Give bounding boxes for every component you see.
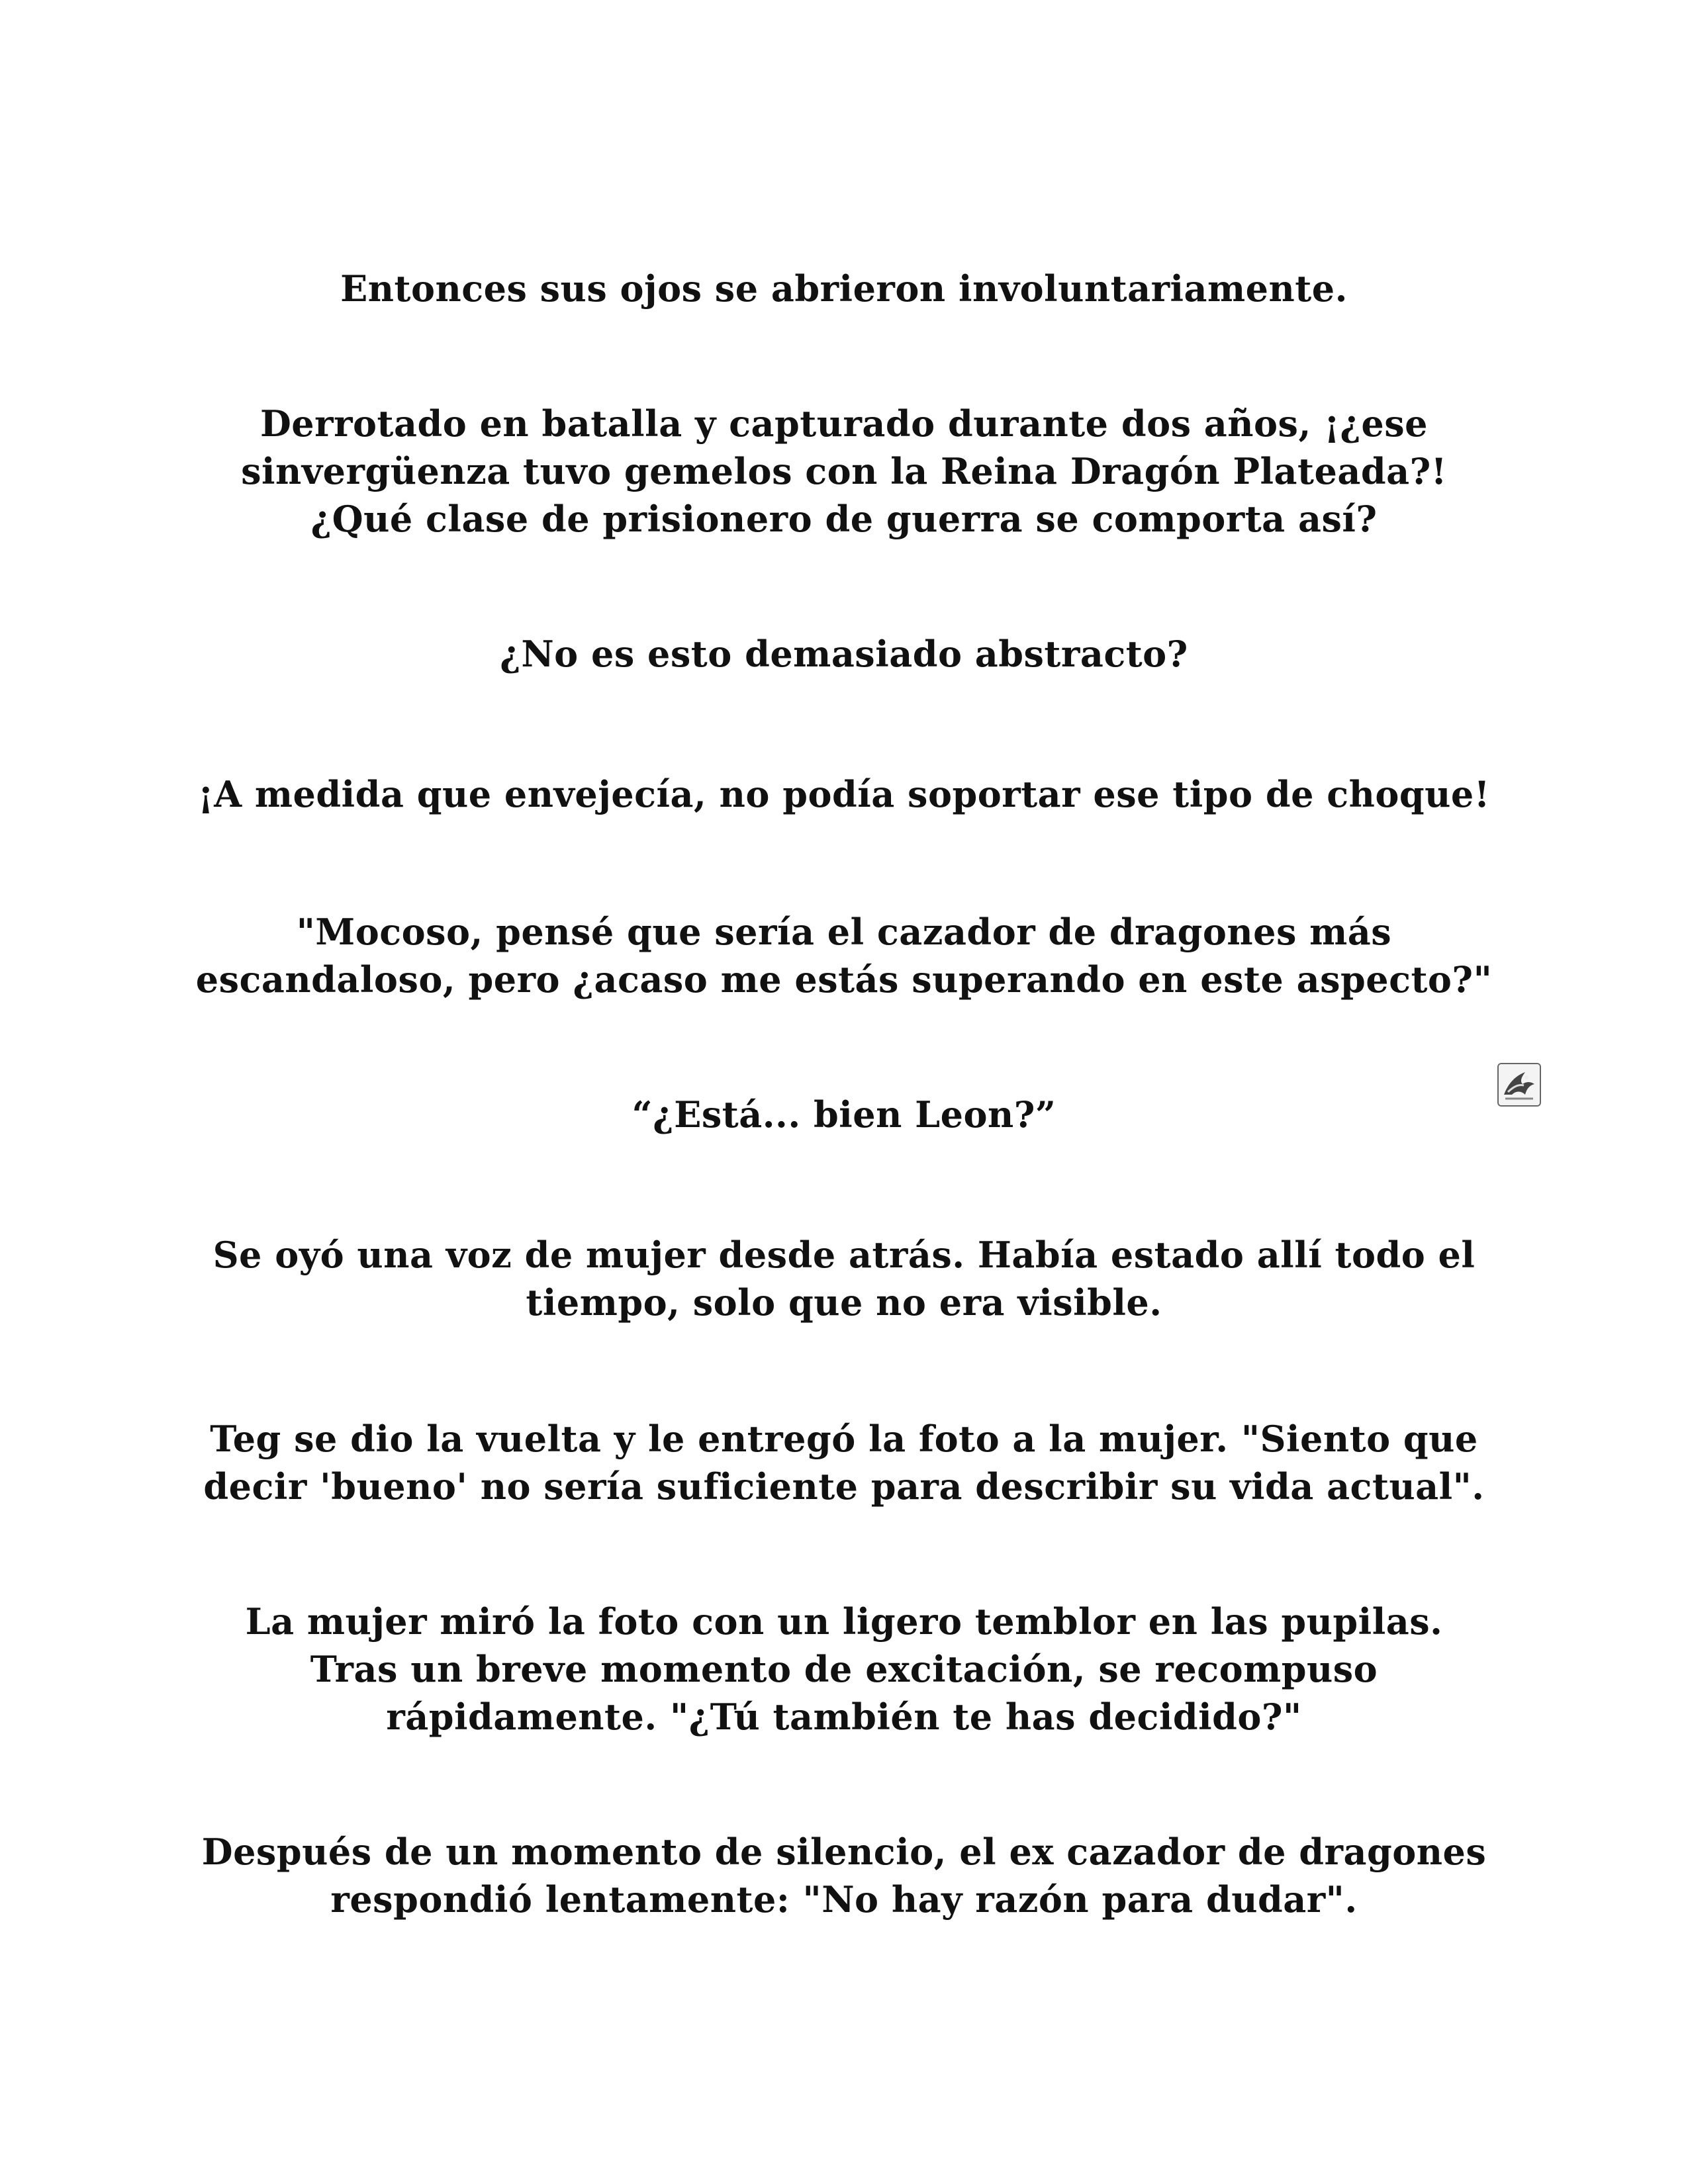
paragraph-1: [0, 265, 1688, 312]
text-line: rápidamente. "¿Tú también te has decidido?": [386, 1696, 1302, 1738]
text-line: Se oyó una voz de mujer desde atrás. Había estado allí todo el: [212, 1234, 1476, 1276]
text-line: Entonces sus ojos se abrieron involuntariamente.: [340, 267, 1348, 310]
text-line: ¡A medida que envejecía, no podía soportar ese tipo de choque!: [198, 773, 1490, 815]
text-line: ¿No es esto demasiado abstracto?: [500, 633, 1188, 675]
text-line: decir 'bueno' no sería suficiente para describir su vida actual".: [203, 1465, 1485, 1508]
paragraph-2: [0, 400, 1688, 543]
dragon-emblem-icon: [1497, 1063, 1541, 1107]
text-line: Tras un breve momento de excitación, se recompuso: [310, 1648, 1378, 1690]
paragraph-10: [0, 1828, 1688, 1923]
paragraph-3: [0, 630, 1688, 678]
text-line: escandaloso, pero ¿acaso me estás superando en este aspecto?": [195, 958, 1493, 1001]
text-line: Derrotado en batalla y capturado durante dos años, ¡¿ese: [259, 402, 1429, 445]
text-line: sinvergüenza tuvo gemelos con la Reina Dragón Plateada?!: [241, 450, 1447, 492]
text-line: Después de un momento de silencio, el ex cazador de dragones: [201, 1831, 1487, 1873]
paragraph-5: [0, 908, 1688, 1003]
text-line: respondió lentamente: "No hay razón para dudar".: [330, 1878, 1358, 1921]
text-line: Teg se dio la vuelta y le entregó la foto a la mujer. "Siento que: [210, 1418, 1478, 1460]
text-line: La mujer miró la foto con un ligero temblor en las pupilas.: [245, 1600, 1443, 1643]
text-line: ¿Qué clase de prisionero de guerra se comporta así?: [310, 498, 1378, 540]
text-line: "Mocoso, pensé que sería el cazador de dragones más: [296, 911, 1392, 953]
paragraph-7: [0, 1231, 1688, 1326]
paragraph-4: [0, 770, 1688, 818]
paragraph-6: [0, 1091, 1688, 1138]
text-line: “¿Está... bien Leon?”: [632, 1093, 1056, 1136]
text-line: tiempo, solo que no era visible.: [526, 1281, 1162, 1324]
paragraph-9: [0, 1598, 1688, 1741]
paragraph-8: [0, 1415, 1688, 1510]
